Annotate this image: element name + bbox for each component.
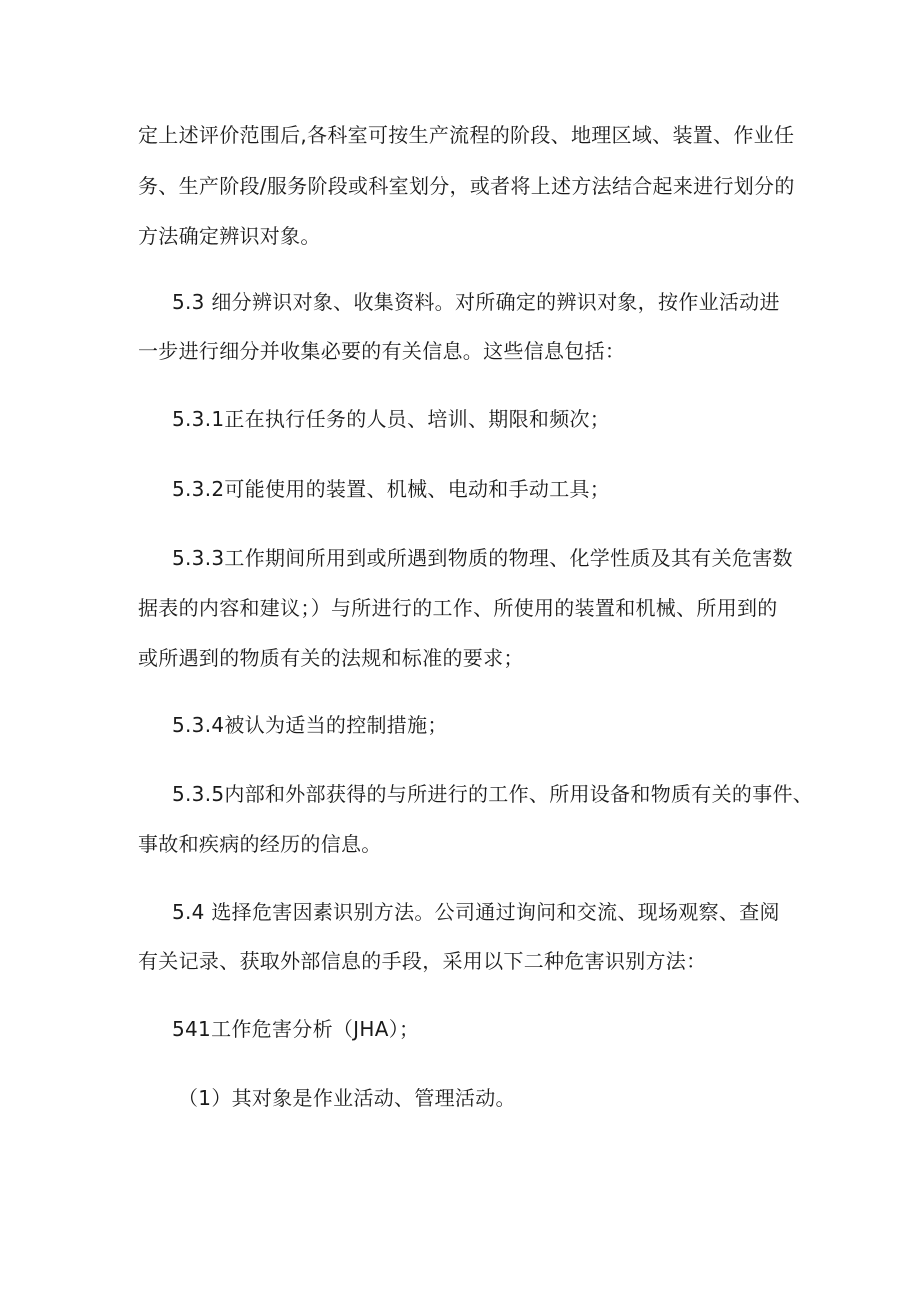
paragraph-line: 有关记录、获取外部信息的手段，采用以下二种危害识别方法： bbox=[138, 949, 707, 973]
list-item-5-3-4: 5.3.4被认为适当的控制措施； bbox=[172, 713, 448, 737]
list-item-5-3-5: 5.3.5内部和外部获得的与所进行的工作、所用设备和物质有关的事件、 bbox=[172, 782, 814, 806]
section-heading-5-3: 5.3 细分辨识对象、收集资料。对所确定的辨识对象，按作业活动进 bbox=[172, 290, 780, 314]
paragraph-line: 事故和疾病的经历的信息。 bbox=[138, 832, 382, 856]
paragraph-line: 务、生产阶段/服务阶段或科室划分，或者将上述方法结合起来进行划分的 bbox=[138, 174, 795, 198]
list-item-sub-1: （1）其对象是作业活动、管理活动。 bbox=[178, 1086, 516, 1110]
paragraph-line: 据表的内容和建议；）与所进行的工作、所使用的装置和机械、所用到的 bbox=[138, 596, 778, 620]
list-item-5-3-3: 5.3.3工作期间所用到或所遇到物质的物理、化学性质及其有关危害数 bbox=[172, 546, 793, 570]
list-item-5-3-2: 5.3.2可能使用的装置、机械、电动和手动工具； bbox=[172, 477, 611, 501]
list-item-5-3-1: 5.3.1正在执行任务的人员、培训、期限和频次； bbox=[172, 407, 611, 431]
paragraph-line: 定上述评价范围后,各科室可按生产流程的阶段、地理区域、装置、作业任 bbox=[138, 123, 795, 147]
list-item-5-4-1: 541工作危害分析（JHA）； bbox=[172, 1017, 420, 1041]
paragraph-line: 方法确定辨识对象。 bbox=[138, 224, 321, 248]
section-heading-5-4: 5.4 选择危害因素识别方法。公司通过询问和交流、现场观察、查阅 bbox=[172, 900, 780, 924]
paragraph-line: 或所遇到的物质有关的法规和标准的要求； bbox=[138, 646, 524, 670]
paragraph-line: 一步进行细分并收集必要的有关信息。这些信息包括： bbox=[138, 339, 626, 363]
